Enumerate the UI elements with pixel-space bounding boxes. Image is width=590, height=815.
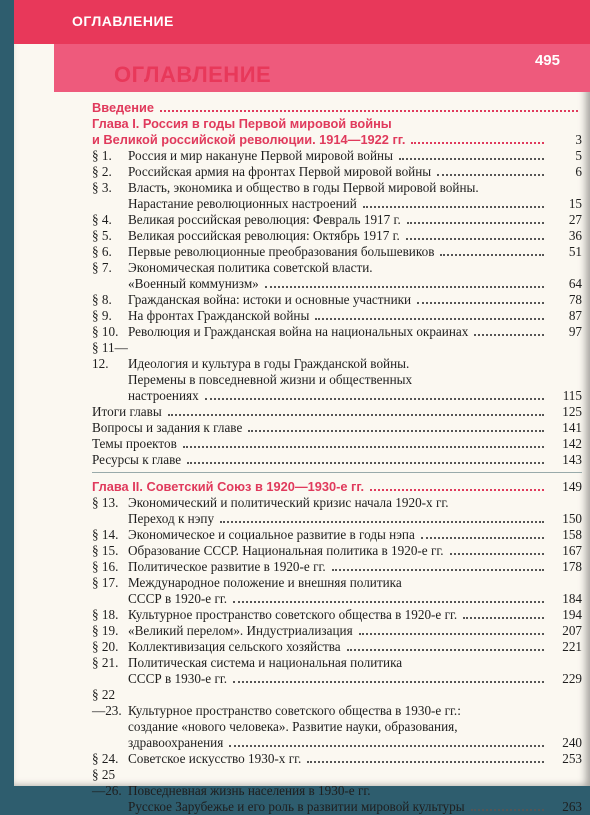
section-title: Советское искусство 1930-х гг. <box>128 751 302 766</box>
section-title: Власть, экономика и общество в годы Первой мировой войны. <box>128 180 479 195</box>
toc-entry[interactable] <box>92 607 582 623</box>
section-title: Великая российская революция: Октябрь 1917 г. <box>128 228 400 243</box>
section-number: § 20. <box>92 639 119 654</box>
intro-label: Введение <box>92 100 155 115</box>
leader-dots <box>233 601 544 603</box>
leader-dots <box>229 745 544 747</box>
section-title: Нарастание революционных настроений <box>128 196 357 211</box>
toc-title: ОГЛАВЛЕНИЕ <box>114 62 272 87</box>
toc-entry[interactable] <box>92 687 582 719</box>
toc-entry[interactable] <box>92 575 582 591</box>
section-title: Первые революционные преобразования большевиков <box>128 244 435 259</box>
toc-entry[interactable] <box>92 436 582 452</box>
section-number: § 9. <box>92 308 112 323</box>
toc-entry[interactable] <box>92 751 582 767</box>
section-number: § 21. <box>92 655 119 670</box>
section-number: § 16. <box>92 559 119 574</box>
section-title: Россия и мир накануне Первой мировой войны <box>128 148 393 163</box>
leader-dots <box>307 761 544 763</box>
section-number: § 17. <box>92 575 119 590</box>
section-title: Итоги главы <box>92 404 162 419</box>
leader-dots <box>440 254 544 256</box>
leader-dots <box>463 617 544 619</box>
toc-entry[interactable] <box>92 388 582 404</box>
toc-entry[interactable] <box>92 767 582 799</box>
section-title: Образование СССР. Национальная политика в 1920-е гг. <box>128 543 444 558</box>
section-title: Политическая система и национальная политика <box>128 655 403 670</box>
page-ref: 240 <box>562 735 582 750</box>
page-ref: 87 <box>568 308 582 323</box>
page-ref: 207 <box>562 623 582 638</box>
section-number: § 18. <box>92 607 119 622</box>
section-title: Политическое развитие в 1920-е гг. <box>128 559 326 574</box>
toc-entry[interactable] <box>92 164 582 180</box>
chapter2-title-row[interactable] <box>92 479 582 495</box>
section-title: СССР в 1920-е гг. <box>128 591 228 606</box>
section-number: § 22—23. <box>92 687 122 718</box>
chapter1-page: 3 <box>575 132 582 147</box>
section-title: Коллективизация сельского хозяйства <box>128 639 341 654</box>
section-number: § 6. <box>92 244 112 259</box>
toc-entry[interactable] <box>92 735 582 751</box>
section-title: Великая российская революция: Февраль 1917 г. <box>128 212 401 227</box>
leader-dots <box>417 302 544 304</box>
section-number: § 14. <box>92 527 119 542</box>
toc-entry[interactable] <box>92 372 582 388</box>
toc-entry[interactable] <box>92 244 582 260</box>
section-title: Вопросы и задания к главе <box>92 420 243 435</box>
chapter2-title: Глава II. Советский Союз в 1920—1930-е гг. <box>92 479 364 494</box>
page-ref: 64 <box>568 276 582 291</box>
chapter1-title-cont: и Великой российской революции. 1914—1922 гг. <box>92 132 406 147</box>
chapter1-extras <box>92 404 582 468</box>
toc-entry[interactable] <box>92 148 582 164</box>
section-number: § 4. <box>92 212 112 227</box>
section-number: § 2. <box>92 164 112 179</box>
leader-dots <box>347 649 544 651</box>
page-ref: 229 <box>562 671 582 686</box>
section-title: Повседневная жизнь населения в 1930-е гг. <box>128 783 371 798</box>
page-number: 495 <box>534 52 560 69</box>
section-title: Экономическое и социальное развитие в годы нэпа <box>128 527 415 542</box>
leader-dots <box>421 537 544 539</box>
section-number: § 24. <box>92 751 119 766</box>
section-title: здравоохранения <box>128 735 224 750</box>
toc-entry[interactable] <box>92 591 582 607</box>
section-title: Темы проектов <box>92 436 177 451</box>
page-ref: 15 <box>568 196 582 211</box>
chapter2-items <box>92 495 582 815</box>
page-ref: 36 <box>568 228 582 243</box>
leader-dots <box>370 489 544 491</box>
section-number: § 1. <box>92 148 112 163</box>
chapter1-items <box>92 148 582 404</box>
toc-entry[interactable] <box>92 420 582 436</box>
toc-entry[interactable] <box>92 404 582 420</box>
page-ref: 97 <box>568 324 582 339</box>
toc-entry[interactable] <box>92 308 582 324</box>
toc-entry[interactable] <box>92 495 582 511</box>
leader-dots <box>168 414 544 416</box>
toc-entry[interactable] <box>92 671 582 687</box>
leader-dots <box>471 809 544 811</box>
page-ref: 263 <box>562 799 582 814</box>
page-ref: 184 <box>562 591 582 606</box>
section-title: На фронтах Гражданской войны <box>128 308 310 323</box>
page-ref: 27 <box>568 212 582 227</box>
section-title: настроениях <box>128 388 199 403</box>
section-number: § 11—12. <box>92 340 128 371</box>
page-ref: 5 <box>575 148 582 163</box>
leader-dots <box>407 222 544 224</box>
section-title: Перемены в повседневной жизни и общественных <box>128 372 413 387</box>
section-title: Экономический и политический кризис начала 1920-х гг. <box>128 495 449 510</box>
leader-dots <box>437 174 544 176</box>
toc-entry[interactable] <box>92 324 582 340</box>
section-title: Культурное пространство советского общества в 1920-е гг. <box>128 607 458 622</box>
leader-dots <box>363 206 544 208</box>
leader-dots <box>406 238 544 240</box>
page-ref: 51 <box>568 244 582 259</box>
toc-entry[interactable] <box>92 639 582 655</box>
table-of-contents <box>92 100 582 815</box>
toc-entry[interactable] <box>92 623 582 639</box>
toc-entry[interactable] <box>92 292 582 308</box>
leader-dots <box>220 521 544 523</box>
page-ref: 141 <box>562 420 582 435</box>
page-ref: 143 <box>562 452 582 467</box>
page-ref: 194 <box>562 607 582 622</box>
section-title: Русское Зарубежье и его роль в развитии мировой культуры <box>128 799 465 814</box>
leader-dots <box>205 398 544 400</box>
section-title: СССР в 1930-е гг. <box>128 671 228 686</box>
running-header: ОГЛАВЛЕНИЕ <box>72 13 174 29</box>
toc-entry[interactable] <box>92 212 582 228</box>
page-ref: 125 <box>562 404 582 419</box>
leader-dots <box>183 446 544 448</box>
toc-intro[interactable] <box>92 100 582 116</box>
header-bar <box>14 0 590 44</box>
leader-dots <box>265 286 544 288</box>
toc-entry[interactable] <box>92 180 582 196</box>
toc-entry[interactable] <box>92 276 582 292</box>
section-title: Идеология и культура в годы Гражданской войны. <box>128 356 410 371</box>
toc-entry[interactable] <box>92 228 582 244</box>
toc-entry[interactable] <box>92 719 582 735</box>
leader-dots <box>315 318 544 320</box>
section-number: § 19. <box>92 623 119 638</box>
chapter-divider <box>92 472 582 473</box>
toc-entry[interactable] <box>92 799 582 815</box>
section-number: § 10. <box>92 324 119 339</box>
page-ref: 6 <box>575 164 582 179</box>
section-title: Революция и Гражданская война на национальных окраинах <box>128 324 469 339</box>
book-page <box>14 0 590 814</box>
leader-dots <box>474 334 544 336</box>
section-title: Гражданская война: истоки и основные участники <box>128 292 412 307</box>
leader-dots <box>450 553 544 555</box>
section-title: Международное положение и внешняя политика <box>128 575 402 590</box>
chapter1-title-line2[interactable] <box>92 132 582 148</box>
toc-entry[interactable] <box>92 511 582 527</box>
section-title: «Военный коммунизм» <box>128 276 259 291</box>
page-ref: 142 <box>562 436 582 451</box>
page-ref: 78 <box>568 292 582 307</box>
section-number: § 15. <box>92 543 119 558</box>
leader-dots <box>187 462 544 464</box>
toc-entry[interactable] <box>92 543 582 559</box>
toc-entry[interactable] <box>92 196 582 212</box>
leader-dots <box>248 430 544 432</box>
section-title: создание «нового человека». Развитие науки, образования, <box>128 719 458 734</box>
page-ref: 158 <box>562 527 582 542</box>
page-ref: 253 <box>562 751 582 766</box>
leader-dots <box>411 142 544 144</box>
page-ref: 167 <box>562 543 582 558</box>
section-number: § 7. <box>92 260 112 275</box>
section-title: Культурное пространство советского общества в 1930-е гг.: <box>128 703 461 718</box>
leader-dots <box>233 681 544 683</box>
section-number: § 3. <box>92 180 112 195</box>
section-title: Ресурсы к главе <box>92 452 182 467</box>
toc-entry[interactable] <box>92 527 582 543</box>
section-title: «Великий перелом». Индустриализация <box>128 623 353 638</box>
section-number: § 8. <box>92 292 112 307</box>
page-ref: 178 <box>562 559 582 574</box>
page-ref: 221 <box>562 639 582 654</box>
toc-entry[interactable] <box>92 260 582 276</box>
section-title: Российская армия на фронтах Первой мировой войны <box>128 164 432 179</box>
toc-entry[interactable] <box>92 559 582 575</box>
leader-dots <box>359 633 544 635</box>
toc-entry[interactable] <box>92 340 582 372</box>
chapter1-title: Глава I. Россия в годы Первой мировой войны <box>92 116 392 131</box>
section-number: § 13. <box>92 495 119 510</box>
toc-entry[interactable] <box>92 452 582 468</box>
toc-entry[interactable] <box>92 655 582 671</box>
leader-dots <box>160 110 578 112</box>
leader-dots <box>332 569 544 571</box>
section-title: Переход к нэпу <box>128 511 215 526</box>
section-number: § 25—26. <box>92 767 122 798</box>
chapter2-page: 149 <box>562 479 582 494</box>
chapter1-title-line1[interactable] <box>92 116 582 132</box>
leader-dots <box>399 158 544 160</box>
section-title: Экономическая политика советской власти. <box>128 260 373 275</box>
page-ref: 115 <box>562 388 582 403</box>
page-ref: 150 <box>562 511 582 526</box>
section-number: § 5. <box>92 228 112 243</box>
